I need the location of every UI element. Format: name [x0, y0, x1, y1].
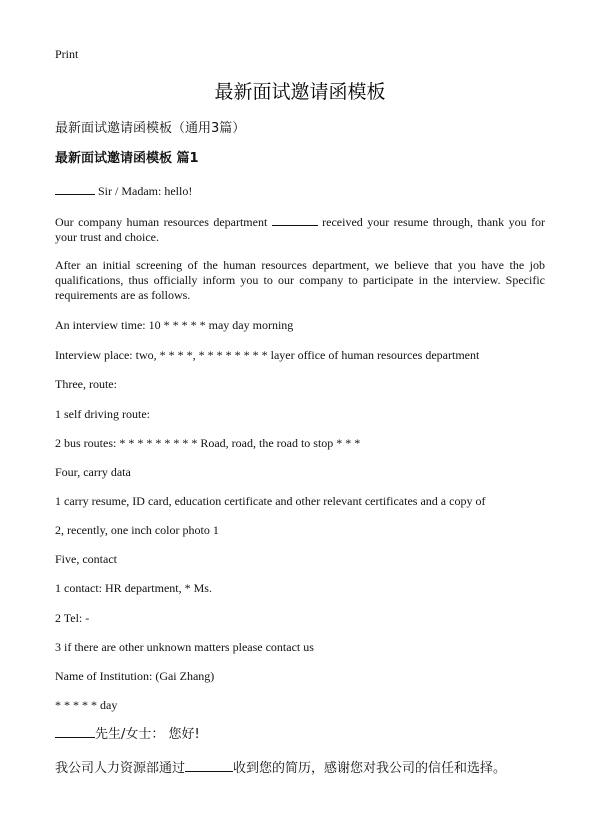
date-line: * * * * * day: [55, 698, 118, 712]
print-label[interactable]: Print: [55, 47, 79, 61]
interview-place: Interview place: two, * * * *, * * * * * * * * layer office of human resources department: [55, 348, 480, 362]
contact-heading: Five, contact: [55, 552, 117, 566]
greeting-line: Sir / Madam: hello!: [55, 183, 192, 199]
self-driving-route: 1 self driving route:: [55, 407, 150, 421]
bus-routes: 2 bus routes: * * * * * * * * * Road, road, the road to stop * * *: [55, 436, 361, 450]
route-heading: Three, route:: [55, 377, 117, 391]
carry-documents: 1 carry resume, ID card, education certificate and other relevant certificates and a copy of: [55, 494, 486, 508]
contact-person: 1 contact: HR department, * Ms.: [55, 581, 212, 595]
document-subtitle: 最新面试邀请函模板（通用3篇）: [55, 121, 246, 136]
contact-tel: 2 Tel: -: [55, 611, 90, 625]
section-heading: 最新面试邀请函模板 篇1: [55, 151, 199, 166]
cn-paragraph: 我公司人力资源部通过 收到您的简历，感谢您对我公司的信任和选择。: [55, 761, 507, 776]
name-blank: [55, 183, 95, 195]
cn-source-blank: [185, 760, 233, 772]
paragraph-resume-received: Our company human resources department received your resume through, thank you for your trust and choice.: [55, 215, 545, 244]
institution-name: Name of Institution: (Gai Zhang): [55, 669, 215, 683]
contact-note: 3 if there are other unknown matters please contact us: [55, 640, 314, 654]
photo-requirement: 2, recently, one inch color photo 1: [55, 523, 219, 537]
paragraph-screening: After an initial screening of the human resources department, we believe that you have the job qualifications, thus officially inform you to our company to participate in the interview. Specific requirements are as follows.: [55, 258, 545, 302]
carry-data-heading: Four, carry data: [55, 465, 131, 479]
cn-greeting-line: 先生/女士： 您好!: [55, 726, 200, 743]
interview-time: An interview time: 10 * * * * * may day morning: [55, 318, 294, 332]
cn-name-blank: [55, 726, 95, 738]
source-blank: [272, 214, 318, 226]
document-title: 最新面试邀请函模板: [214, 81, 386, 103]
